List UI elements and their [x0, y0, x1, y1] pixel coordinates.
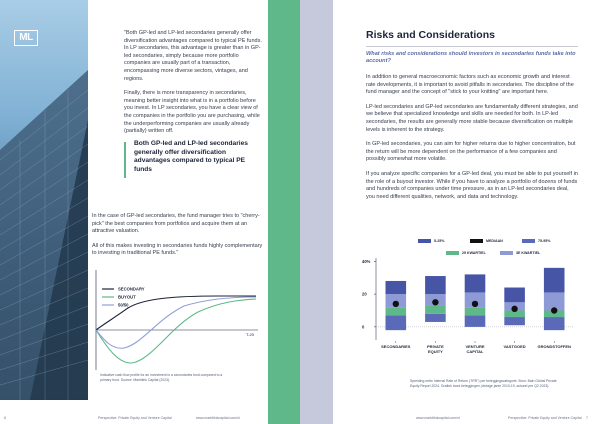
building-photo [0, 0, 88, 400]
title-divider [366, 46, 578, 47]
bar-segment-75-95 [386, 281, 407, 294]
cashflow-line-chart [88, 266, 268, 376]
legend-swatch [470, 239, 483, 243]
x-end-label: T-20 [246, 332, 255, 337]
buyout-line [96, 299, 256, 363]
bar-segment-q1 [425, 306, 446, 314]
paragraph: All of this makes investing in secondaries funds highly complementary to investing in traditional PE funds." [92, 242, 263, 257]
paragraph: Finally, there is more transparency in secondaries, meaning better insight into what is in a portfolio before you invest. In LP secondaries, you have a clear view of the companies in the portfolio you are purchasing, while the underperforming companies are usually already (partially) written off. [124, 90, 260, 135]
paragraph: In the case of GP-led secondaries, the fund manager tries to "cherry-pick" the best companies from portfolios and acquire them at an attractive valuation. [92, 213, 260, 235]
bar-segment-5-25 [465, 315, 486, 326]
bar-segment-75-95 [465, 274, 486, 292]
footer-title-left: Perspective: Private Equity and Venture Capital [98, 416, 172, 420]
pull-quote-text: Both GP-led and LP-led secondaries generally offer diversification advantages compared to typical PE funds [134, 140, 248, 173]
bar-segment-75-95 [504, 288, 525, 303]
irr-box-chart [360, 254, 580, 378]
risks-paragraphs [366, 74, 578, 208]
x-tick-label: VENTURE [465, 344, 485, 349]
x-tick-label: CAPITAL [466, 349, 484, 354]
quote-rule [124, 142, 126, 178]
line-chart-caption: Indicative cash flow profile for an investment in a secondaries fund compared to a primary fund. Source: Marktlink Capital (2023). [100, 373, 223, 382]
left-gutter-stripe [268, 0, 300, 424]
median-dot [432, 299, 438, 305]
median-dot [472, 301, 478, 307]
median-dot [511, 306, 517, 312]
paragraph: "Both GP-led and LP-led secondaries generally offer diversification advantages compared to typical PE funds. In LP secondaries, this advantage is greater than in GP-led secondaries, simply because more portfolio companies are usually part of a transaction, encompassing more diverse sectors, vintages, and regions. [124, 30, 262, 82]
closing-paragraphs [92, 213, 266, 265]
section-subtitle: What risks and considerations should investors in secondaries funds take into account? [366, 51, 576, 65]
footer-page-number-left: 6 [4, 416, 6, 420]
y-tick-label: 0 [362, 324, 365, 330]
footer-title-right: Perspective: Private Equity and Venture Capital [508, 416, 582, 420]
x-tick-label: VASTGOED [503, 344, 526, 349]
legend-item-75-95 [522, 239, 550, 243]
intro-paragraphs [124, 30, 266, 143]
legend-swatch [418, 239, 431, 243]
legend-label-secondary: SECONDARY [118, 286, 145, 292]
right-gutter-stripe [300, 0, 333, 424]
bar-segment-75-95 [544, 268, 565, 293]
legend-swatch [522, 239, 535, 243]
brand-logo: ML [14, 30, 38, 46]
x-tick-label: PRIVATE [427, 344, 444, 349]
x-tick-label: EQUITY [427, 349, 443, 354]
legend-label: 25 KWARTIEL [462, 251, 486, 255]
pull-quote [124, 140, 256, 174]
bar-segment-75-95 [425, 276, 446, 294]
x-tick-label: SECONDARIES [381, 344, 411, 349]
footer-page-number-right: 7 [586, 416, 588, 420]
paragraph: In addition to general macroeconomic factors such as economic growth and interest rate developments, it is important to avoid pitfalls in secondaries. The discipline of the fund manager and the concept of "stick to your knitting" are important here. [366, 74, 574, 96]
median-dot [551, 307, 557, 313]
legend-label: 5-25% [434, 239, 445, 243]
paragraph: If you analyze specific companies for a GP-led deal, you must be able to put yourself in the role of a buyout investor. While if you have to analyze a portfolio of dozens of funds and hundreds of companies under time pressure, as in an LP-led secondaries deal, you need different qualities, network, and data and technology. [366, 170, 578, 200]
irr-chart-caption: Spreiding netto Internal Rate of Return ("IRR") per beleggingscategorie. Bron: Bain Global Private Equity Report 2024. Grafiek toont beleggingen (vintage jaren 2010-19, actueel per Q2 2023). [410, 379, 557, 388]
building-facade-graphic [0, 0, 88, 400]
bar-segment-5-25 [504, 317, 525, 325]
median-dot [393, 301, 399, 307]
x-tick-label: GRONDSTOFFEN [537, 344, 571, 349]
bar-segment-5-25 [425, 314, 446, 322]
legend-label: 3E KWARTIEL [516, 251, 541, 255]
legend-item-5-25 [418, 239, 444, 243]
legend-item-median [470, 239, 503, 243]
legend-label: 75-95% [538, 239, 551, 243]
legend-label-buyout: BUYOUT [118, 294, 136, 300]
bar-segment-5-25 [544, 317, 565, 330]
y-tick-label: 40% [362, 258, 371, 264]
section-title: Risks and Considerations [366, 29, 495, 41]
legend-label-fifty: 50/50 [118, 302, 129, 308]
y-tick-label: 20 [362, 291, 367, 297]
bar-segment-q1 [465, 307, 486, 315]
bar-segment-q1 [386, 307, 407, 315]
bar-segment-5-25 [386, 315, 407, 330]
paragraph: In GP-led secondaries, you can aim for higher returns due to higher concentration, but the return will be more dependent on the performance of a few companies and possibly somewhat more volatile. [366, 141, 576, 163]
legend-label: MEDIAAN [486, 239, 503, 243]
paragraph: LP-led secondaries and GP-led secondaries are fundamentally different strategies, and we believe that specialized knowledge and skills are needed for both. In LP-led secondaries, the results are generally more stable because diversification on multiple levels is inherent to the strategy. [366, 103, 578, 133]
footer-url-right: www.marktlinkcapital.com/nl [416, 416, 460, 420]
footer-url-left: www.marktlinkcapital.com/nl [196, 416, 240, 420]
